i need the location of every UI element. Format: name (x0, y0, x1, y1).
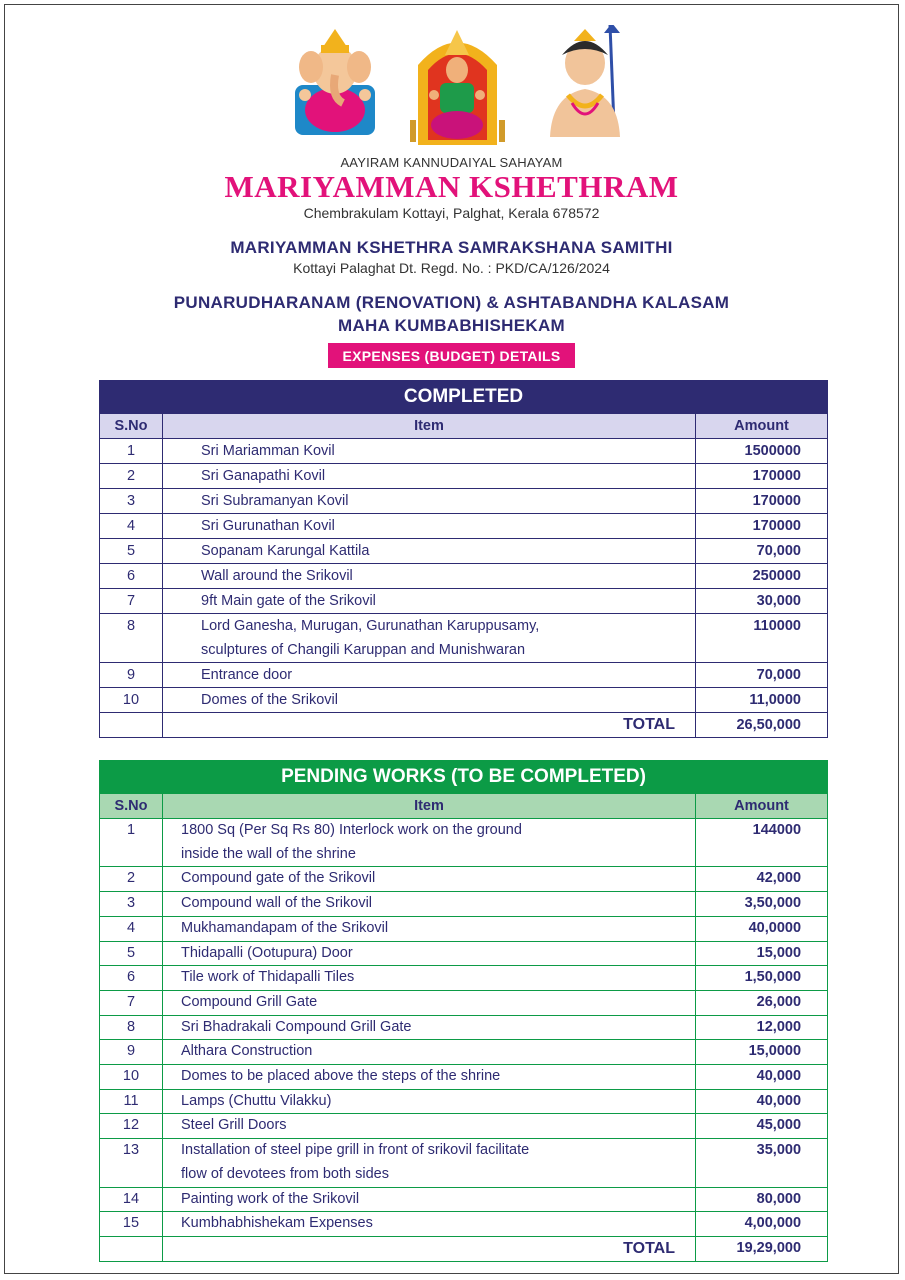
table-row (100, 464, 828, 489)
row-amount: 170000 (696, 489, 828, 514)
row-sno: 7 (100, 990, 163, 1015)
col-item-header: Item (163, 414, 696, 439)
row-sno: 3 (100, 489, 163, 514)
pending-total-amount: 19,29,000 (696, 1236, 828, 1261)
ganesha-icon (285, 25, 385, 140)
row-amount-blank (696, 843, 828, 867)
table-row-continued (100, 1163, 828, 1187)
row-item: Sri Subramanyan Kovil (163, 489, 696, 514)
table-row (100, 1089, 828, 1114)
budget-label-wrap (5, 343, 898, 368)
row-sno: 2 (100, 464, 163, 489)
row-item-continued: flow of devotees from both sides (163, 1163, 696, 1187)
row-amount: 15,000 (696, 941, 828, 966)
row-item: Painting work of the Srikovil (163, 1187, 696, 1212)
row-sno: 8 (100, 614, 163, 639)
row-amount-blank (696, 1163, 828, 1187)
table-row (100, 589, 828, 614)
deity-images (5, 25, 898, 145)
table-row (100, 439, 828, 464)
table-row (100, 916, 828, 941)
row-item: 1800 Sq (Per Sq Rs 80) Interlock work on the ground (163, 819, 696, 843)
row-amount: 80,000 (696, 1187, 828, 1212)
row-amount: 30,000 (696, 589, 828, 614)
samithi-name: MARIYAMMAN KSHETHRA SAMRAKSHANA SAMITHI (230, 238, 673, 257)
row-item: Compound Grill Gate (163, 990, 696, 1015)
total-blank (100, 713, 163, 738)
row-amount: 70,000 (696, 663, 828, 688)
row-item: Lord Ganesha, Murugan, Gurunathan Karuppusamy, (163, 614, 696, 639)
row-sno: 14 (100, 1187, 163, 1212)
row-amount: 40,000 (696, 1065, 828, 1090)
row-item: Domes of the Srikovil (163, 688, 696, 713)
row-sno: 4 (100, 916, 163, 941)
row-sno: 15 (100, 1212, 163, 1237)
row-amount: 170000 (696, 464, 828, 489)
row-amount: 15,0000 (696, 1040, 828, 1065)
row-amount: 40,000 (696, 1089, 828, 1114)
row-item: 9ft Main gate of the Srikovil (163, 589, 696, 614)
table-row (100, 867, 828, 892)
pending-total-label: TOTAL (163, 1236, 696, 1261)
total-blank (100, 1236, 163, 1261)
row-item: Wall around the Srikovil (163, 564, 696, 589)
pending-table (99, 760, 828, 1262)
mariamman-icon (410, 25, 505, 150)
row-sno-blank (100, 1163, 163, 1187)
registration-number: Kottayi Palaghat Dt. Regd. No. : PKD/CA/126/2024 (293, 260, 610, 276)
row-amount: 170000 (696, 514, 828, 539)
row-sno: 3 (100, 892, 163, 917)
row-amount: 1500000 (696, 439, 828, 464)
row-sno: 2 (100, 867, 163, 892)
row-sno: 6 (100, 966, 163, 991)
completed-rows (100, 439, 828, 713)
row-amount: 12,000 (696, 1015, 828, 1040)
row-sno: 13 (100, 1139, 163, 1163)
budget-poster (4, 4, 899, 1274)
col-amount-header: Amount (696, 414, 828, 439)
pending-title: PENDING WORKS (TO BE COMPLETED) (100, 761, 828, 794)
row-amount: 250000 (696, 564, 828, 589)
row-item: Domes to be placed above the steps of the shrine (163, 1065, 696, 1090)
row-sno: 5 (100, 539, 163, 564)
row-item: Sri Ganapathi Kovil (163, 464, 696, 489)
table-row (100, 819, 828, 843)
row-sno: 8 (100, 1015, 163, 1040)
row-item: Mukhamandapam of the Srikovil (163, 916, 696, 941)
row-sno: 6 (100, 564, 163, 589)
table-row (100, 1139, 828, 1163)
table-row (100, 564, 828, 589)
row-item: Compound wall of the Srikovil (163, 892, 696, 917)
row-amount: 35,000 (696, 1139, 828, 1163)
row-item: Steel Grill Doors (163, 1114, 696, 1139)
row-sno: 11 (100, 1089, 163, 1114)
row-sno: 1 (100, 439, 163, 464)
completed-total-label: TOTAL (163, 713, 696, 738)
table-row (100, 1015, 828, 1040)
row-item: Lamps (Chuttu Vilakku) (163, 1089, 696, 1114)
row-amount: 110000 (696, 614, 828, 639)
table-row (100, 1212, 828, 1237)
row-sno-blank (100, 638, 163, 663)
table-row (100, 539, 828, 564)
row-item: Compound gate of the Srikovil (163, 867, 696, 892)
completed-total-amount: 26,50,000 (696, 713, 828, 738)
row-sno: 7 (100, 589, 163, 614)
row-sno-blank (100, 843, 163, 867)
table-row (100, 1040, 828, 1065)
renovation-title-line2: MAHA KUMBABHISHEKAM (338, 316, 565, 335)
row-item: Tile work of Thidapalli Tiles (163, 966, 696, 991)
row-sno: 1 (100, 819, 163, 843)
row-item: Sopanam Karungal Kattila (163, 539, 696, 564)
row-item: Kumbhabhishekam Expenses (163, 1212, 696, 1237)
completed-title: COMPLETED (100, 381, 828, 414)
row-item: Installation of steel pipe grill in front of srikovil facilitate (163, 1139, 696, 1163)
row-item: Althara Construction (163, 1040, 696, 1065)
pending-rows (100, 819, 828, 1237)
row-item: Sri Mariamman Kovil (163, 439, 696, 464)
row-amount: 4,00,000 (696, 1212, 828, 1237)
row-item: Thidapalli (Ootupura) Door (163, 941, 696, 966)
row-amount: 144000 (696, 819, 828, 843)
temple-address: Chembrakulam Kottayi, Palghat, Kerala 678572 (303, 205, 600, 221)
budget-label: EXPENSES (BUDGET) DETAILS (328, 343, 574, 368)
col-sno-header: S.No (100, 414, 163, 439)
row-sno: 10 (100, 688, 163, 713)
row-item-continued: inside the wall of the shrine (163, 843, 696, 867)
table-row (100, 1065, 828, 1090)
row-item: Entrance door (163, 663, 696, 688)
row-amount: 26,000 (696, 990, 828, 1015)
row-amount: 45,000 (696, 1114, 828, 1139)
row-amount-blank (696, 638, 828, 663)
table-row (100, 688, 828, 713)
row-sno: 12 (100, 1114, 163, 1139)
row-amount: 70,000 (696, 539, 828, 564)
row-sno: 5 (100, 941, 163, 966)
row-amount: 1,50,000 (696, 966, 828, 991)
col-sno-header: S.No (100, 794, 163, 819)
row-sno: 9 (100, 663, 163, 688)
row-amount: 3,50,000 (696, 892, 828, 917)
temple-title: MARIYAMMAN KSHETHRAM (224, 169, 679, 204)
row-item-continued: sculptures of Changili Karuppan and Munishwaran (163, 638, 696, 663)
table-row (100, 990, 828, 1015)
murugan-icon (540, 25, 635, 140)
row-amount: 40,0000 (696, 916, 828, 941)
table-row (100, 892, 828, 917)
row-sno: 10 (100, 1065, 163, 1090)
completed-table (99, 380, 828, 738)
table-row (100, 514, 828, 539)
col-amount-header: Amount (696, 794, 828, 819)
blessing-line: AAYIRAM KANNUDAIYAL SAHAYAM (340, 155, 563, 170)
table-row-continued (100, 843, 828, 867)
table-row (100, 489, 828, 514)
row-sno: 9 (100, 1040, 163, 1065)
row-item: Sri Gurunathan Kovil (163, 514, 696, 539)
table-row-continued (100, 638, 828, 663)
table-row (100, 1187, 828, 1212)
table-row (100, 941, 828, 966)
row-amount: 11,0000 (696, 688, 828, 713)
table-row (100, 1114, 828, 1139)
table-row (100, 966, 828, 991)
col-item-header: Item (163, 794, 696, 819)
row-amount: 42,000 (696, 867, 828, 892)
row-item: Sri Bhadrakali Compound Grill Gate (163, 1015, 696, 1040)
renovation-title-line1: PUNARUDHARANAM (RENOVATION) & ASHTABANDHA KALASAM (173, 293, 730, 312)
row-sno: 4 (100, 514, 163, 539)
table-row (100, 614, 828, 639)
table-row (100, 663, 828, 688)
